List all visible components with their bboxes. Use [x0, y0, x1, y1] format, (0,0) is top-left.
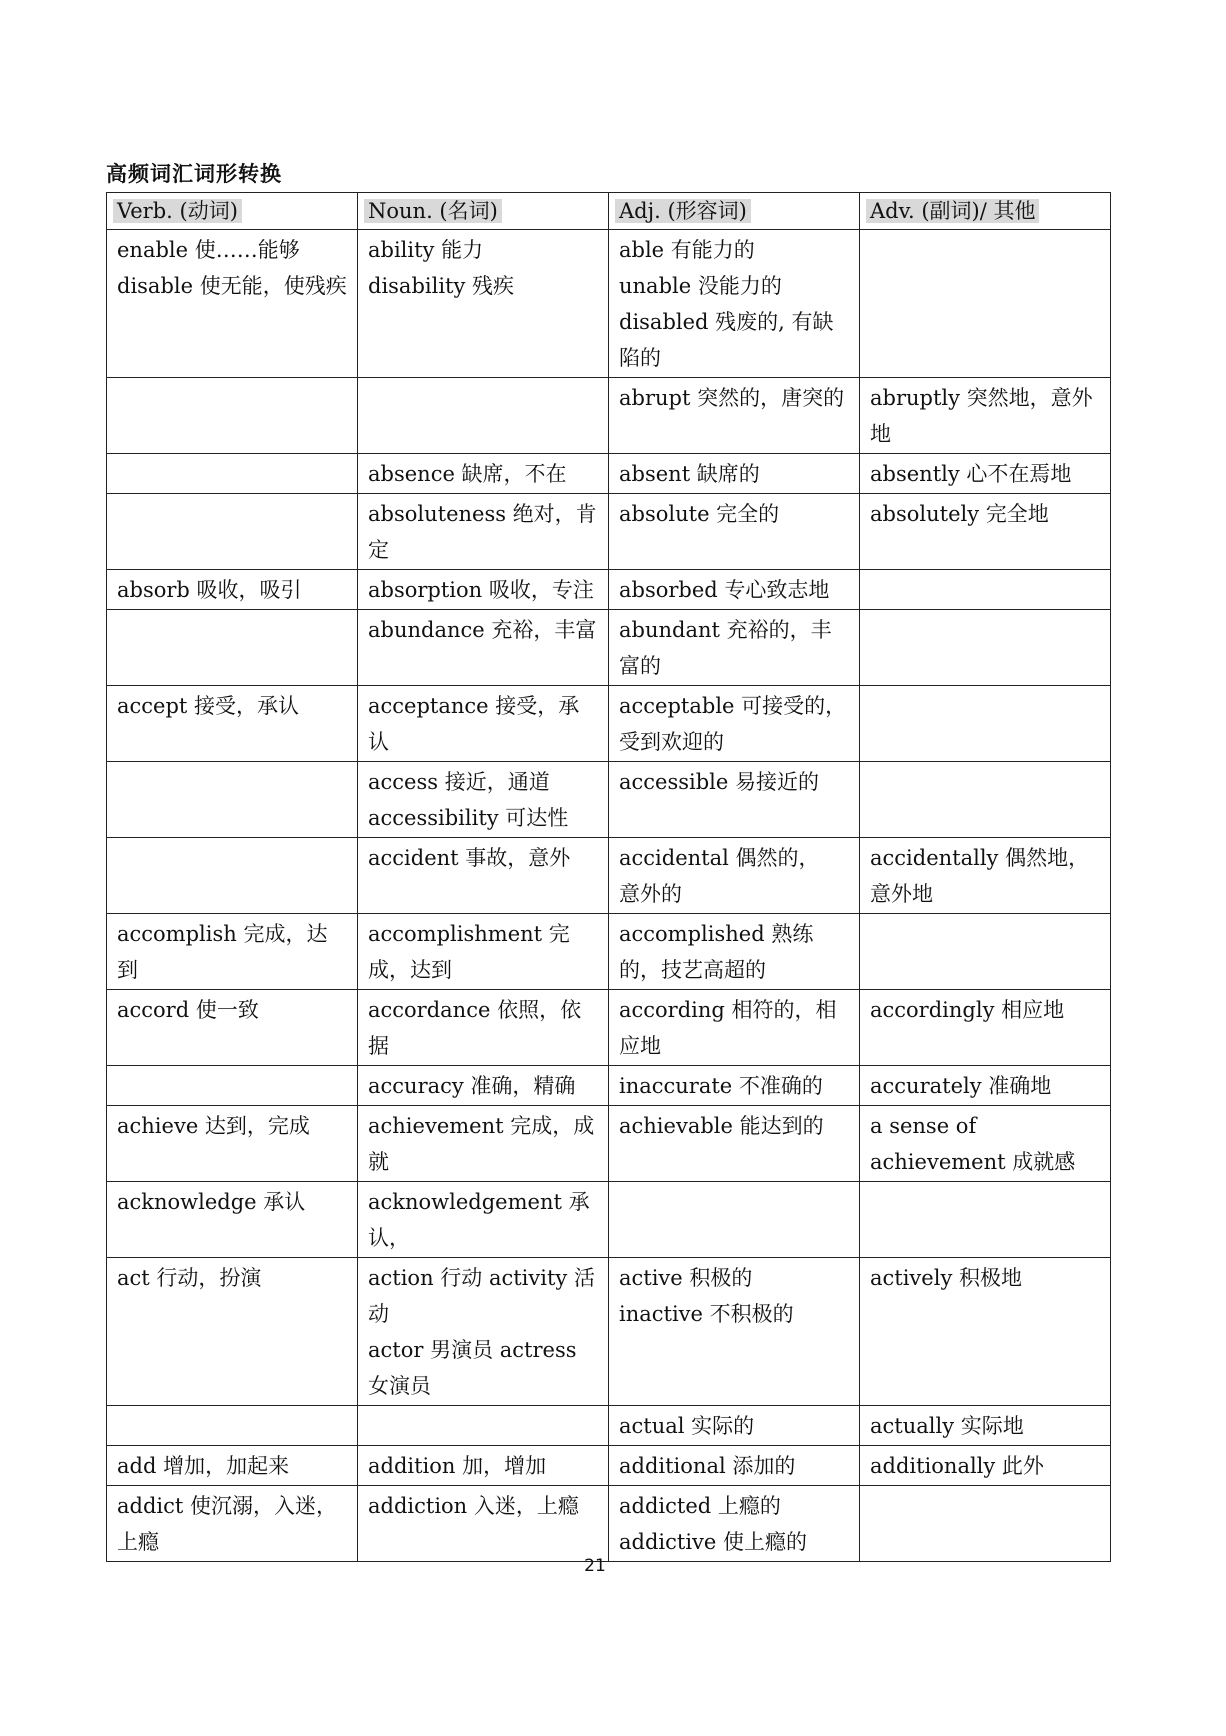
noun-cell: accuracy 准确，精确 — [358, 1066, 609, 1106]
verb-cell: accomplish 完成，达到 — [107, 914, 358, 990]
adverb-cell — [860, 1486, 1111, 1562]
adverb-cell: accordingly 相应地 — [860, 990, 1111, 1066]
adverb-cell: actually 实际地 — [860, 1406, 1111, 1446]
verb-cell: accord 使一致 — [107, 990, 358, 1066]
adverb-cell — [860, 686, 1111, 762]
verb-cell: act 行动，扮演 — [107, 1258, 358, 1406]
table-body — [107, 230, 1111, 1562]
adverb-cell: additionally 此外 — [860, 1446, 1111, 1486]
page-number: 21 — [584, 1556, 606, 1576]
adverb-cell: accidentally 偶然地， 意外地 — [860, 838, 1111, 914]
noun-cell: action 行动 activity 活动 actor 男演员 actress 女演员 — [358, 1258, 609, 1406]
verb-cell — [107, 494, 358, 570]
table-row — [107, 914, 1111, 990]
adjective-cell: accomplished 熟练的，技艺高超的 — [609, 914, 860, 990]
table-row — [107, 378, 1111, 454]
noun-cell: accident 事故，意外 — [358, 838, 609, 914]
table-row — [107, 1182, 1111, 1258]
noun-cell: accordance 依照，依据 — [358, 990, 609, 1066]
adjective-cell: actual 实际的 — [609, 1406, 860, 1446]
adjective-cell: according 相符的，相应地 — [609, 990, 860, 1066]
table-row — [107, 610, 1111, 686]
noun-cell: addition 加，增加 — [358, 1446, 609, 1486]
adjective-cell: addicted 上瘾的 addictive 使上瘾的 — [609, 1486, 860, 1562]
table-row — [107, 990, 1111, 1066]
adjective-cell: active 积极的 inactive 不积极的 — [609, 1258, 860, 1406]
noun-cell: ability 能力 disability 残疾 — [358, 230, 609, 378]
noun-cell: accomplishment 完成，达到 — [358, 914, 609, 990]
adverb-cell — [860, 1182, 1111, 1258]
adjective-cell: achievable 能达到的 — [609, 1106, 860, 1182]
table-row — [107, 1106, 1111, 1182]
adverb-cell — [860, 230, 1111, 378]
table-row — [107, 494, 1111, 570]
adjective-cell: abrupt 突然的，唐突的 — [609, 378, 860, 454]
adjective-cell: abundant 充裕的，丰富的 — [609, 610, 860, 686]
verb-cell — [107, 1406, 358, 1446]
adverb-cell — [860, 610, 1111, 686]
verb-cell — [107, 1066, 358, 1106]
verb-cell: addict 使沉溺，入迷，上瘾 — [107, 1486, 358, 1562]
table-row — [107, 1406, 1111, 1446]
noun-cell — [358, 378, 609, 454]
table-row — [107, 454, 1111, 494]
verb-cell: add 增加，加起来 — [107, 1446, 358, 1486]
word-form-table — [106, 192, 1111, 1562]
noun-cell — [358, 1406, 609, 1446]
verb-cell — [107, 454, 358, 494]
adverb-cell — [860, 762, 1111, 838]
adjective-cell: inaccurate 不准确的 — [609, 1066, 860, 1106]
header-adverb-other: Adv. (副词)/ 其他 — [860, 193, 1111, 230]
header-adjective: Adj. (形容词) — [609, 193, 860, 230]
noun-cell: abundance 充裕，丰富 — [358, 610, 609, 686]
noun-cell: absence 缺席，不在 — [358, 454, 609, 494]
adjective-cell: absolute 完全的 — [609, 494, 860, 570]
adverb-cell: accurately 准确地 — [860, 1066, 1111, 1106]
adverb-cell: a sense of achievement 成就感 — [860, 1106, 1111, 1182]
page-title: 高频词汇词形转换 — [106, 162, 282, 186]
adverb-cell — [860, 570, 1111, 610]
table-row — [107, 762, 1111, 838]
adjective-cell — [609, 1182, 860, 1258]
adjective-cell: absorbed 专心致志地 — [609, 570, 860, 610]
header-verb: Verb. (动词) — [107, 193, 358, 230]
adjective-cell: able 有能力的 unable 没能力的 disabled 残废的, 有缺陷的 — [609, 230, 860, 378]
table-header — [107, 193, 1111, 230]
table-row — [107, 570, 1111, 610]
noun-cell: access 接近，通道 accessibility 可达性 — [358, 762, 609, 838]
noun-cell: acknowledgement 承认， — [358, 1182, 609, 1258]
noun-cell: addiction 入迷，上瘾 — [358, 1486, 609, 1562]
verb-cell: enable 使……能够 disable 使无能，使残疾 — [107, 230, 358, 378]
verb-cell — [107, 378, 358, 454]
table-row — [107, 1446, 1111, 1486]
noun-cell: absorption 吸收，专注 — [358, 570, 609, 610]
header-row — [107, 193, 1111, 230]
verb-cell: accept 接受，承认 — [107, 686, 358, 762]
table-row — [107, 1258, 1111, 1406]
adverb-cell: absolutely 完全地 — [860, 494, 1111, 570]
table-row — [107, 1066, 1111, 1106]
adverb-cell: actively 积极地 — [860, 1258, 1111, 1406]
adverb-cell: abruptly 突然地，意外地 — [860, 378, 1111, 454]
adverb-cell — [860, 914, 1111, 990]
adjective-cell: acceptable 可接受的， 受到欢迎的 — [609, 686, 860, 762]
table-row — [107, 686, 1111, 762]
noun-cell: achievement 完成，成就 — [358, 1106, 609, 1182]
table-row — [107, 230, 1111, 378]
table-row — [107, 1486, 1111, 1562]
header-noun: Noun. (名词) — [358, 193, 609, 230]
verb-cell: absorb 吸收，吸引 — [107, 570, 358, 610]
noun-cell: acceptance 接受，承认 — [358, 686, 609, 762]
table-row — [107, 838, 1111, 914]
verb-cell — [107, 838, 358, 914]
verb-cell — [107, 762, 358, 838]
adjective-cell: absent 缺席的 — [609, 454, 860, 494]
noun-cell: absoluteness 绝对，肯定 — [358, 494, 609, 570]
adjective-cell: additional 添加的 — [609, 1446, 860, 1486]
verb-cell — [107, 610, 358, 686]
verb-cell: achieve 达到，完成 — [107, 1106, 358, 1182]
verb-cell: acknowledge 承认 — [107, 1182, 358, 1258]
adjective-cell: accessible 易接近的 — [609, 762, 860, 838]
adverb-cell: absently 心不在焉地 — [860, 454, 1111, 494]
adjective-cell: accidental 偶然的， 意外的 — [609, 838, 860, 914]
